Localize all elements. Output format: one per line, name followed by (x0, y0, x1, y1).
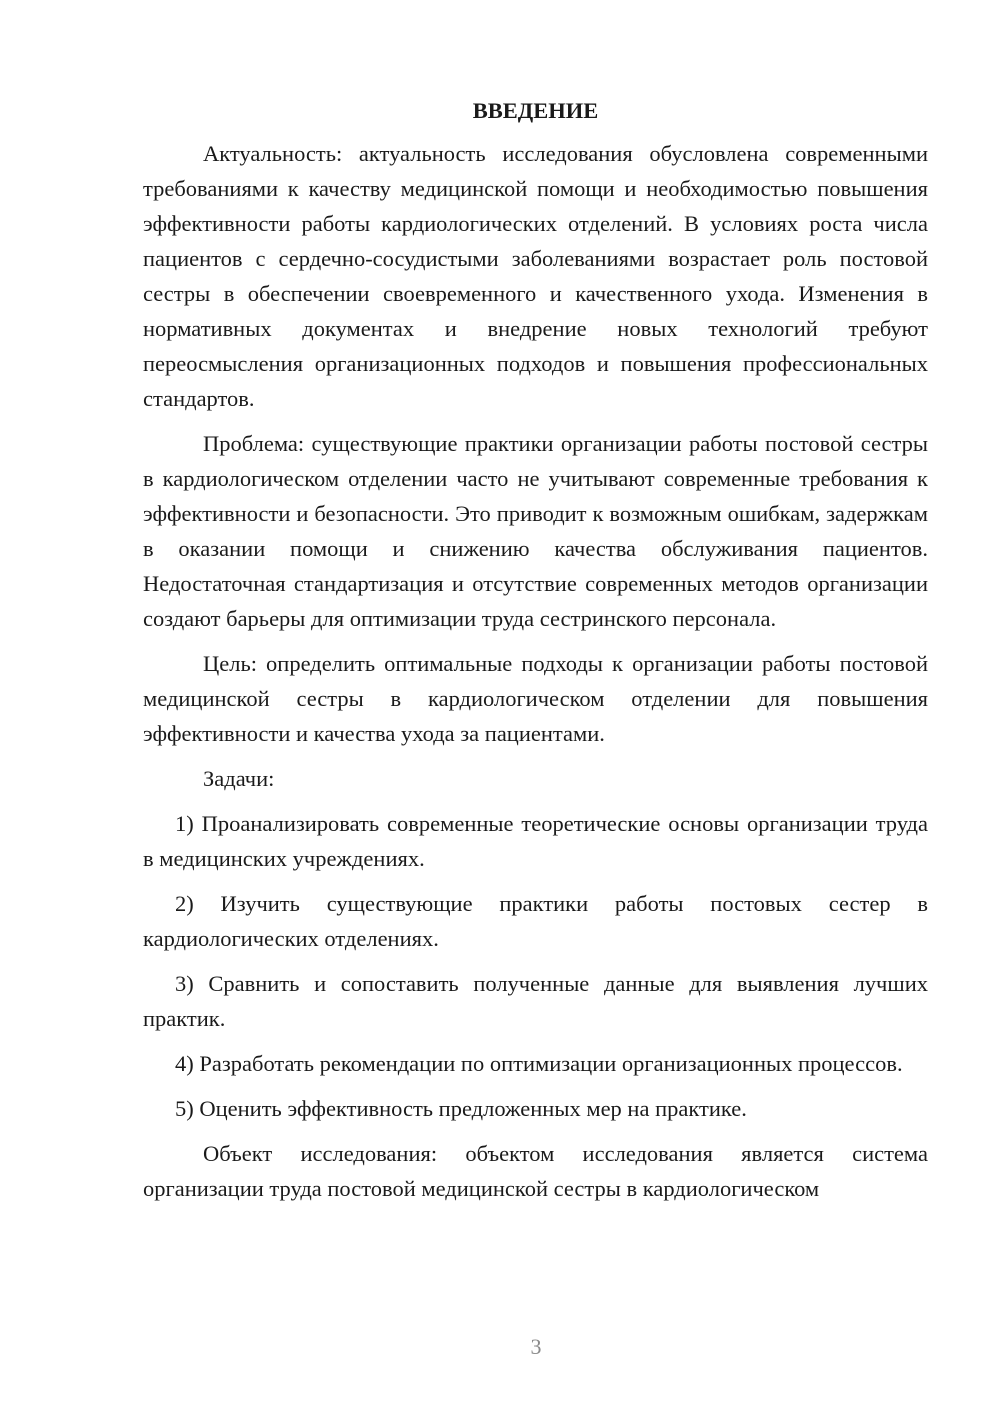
problem-paragraph: Проблема: существующие практики организации работы постовой сестры в кардиологическом отделении часто не учитывают современные требования к эффективности и безопасности. Это приводит к возможным ошибкам, задержкам в оказании помощи и снижению качества обслуживания пациентов. Недостаточная стандартизация и отсутствие современных методов организации создают барьеры для оптимизации труда сестринского персонала. (143, 431, 928, 631)
tasks-heading: Задачи: (203, 766, 275, 791)
relevance-paragraph: Актуальность: актуальность исследования обусловлена современными требованиями к качеству медицинской помощи и необходимостью повышения эффективности работы кардиологических отделений. В условиях роста числа пациентов с сердечно-сосудистыми заболеваниями возрастает роль постовой сестры в обеспечении своевременного и качественного ухода. Изменения в нормативных документах и внедрение новых технологий требуют переосмысления организационных подходов и повышения профессиональных стандартов. (143, 141, 928, 411)
page-content (143, 96, 928, 1216)
object-paragraph: Объект исследования: объектом исследования является система организации труда постовой медицинской сестры в кардиологическом (143, 1141, 928, 1201)
task-item-2: 2) Изучить существующие практики работы постовых сестер в кардиологических отделениях. (143, 891, 928, 951)
task-item-5: 5) Оценить эффективность предложенных мер на практике. (175, 1096, 747, 1121)
section-title: ВВЕДЕНИЕ (472, 98, 599, 123)
goal-paragraph: Цель: определить оптимальные подходы к организации работы постовой медицинской сестры в кардиологическом отделении для повышения эффективности и качества ухода за пациентами. (143, 651, 928, 746)
task-item-1: 1) Проанализировать современные теоретические основы организации труда в медицинских учреждениях. (143, 811, 928, 871)
task-item-3: 3) Сравнить и сопоставить полученные данные для выявления лучших практик. (143, 971, 928, 1031)
page-number: 3 (530, 1334, 542, 1359)
task-item-4: 4) Разработать рекомендации по оптимизации организационных процессов. (175, 1051, 903, 1076)
